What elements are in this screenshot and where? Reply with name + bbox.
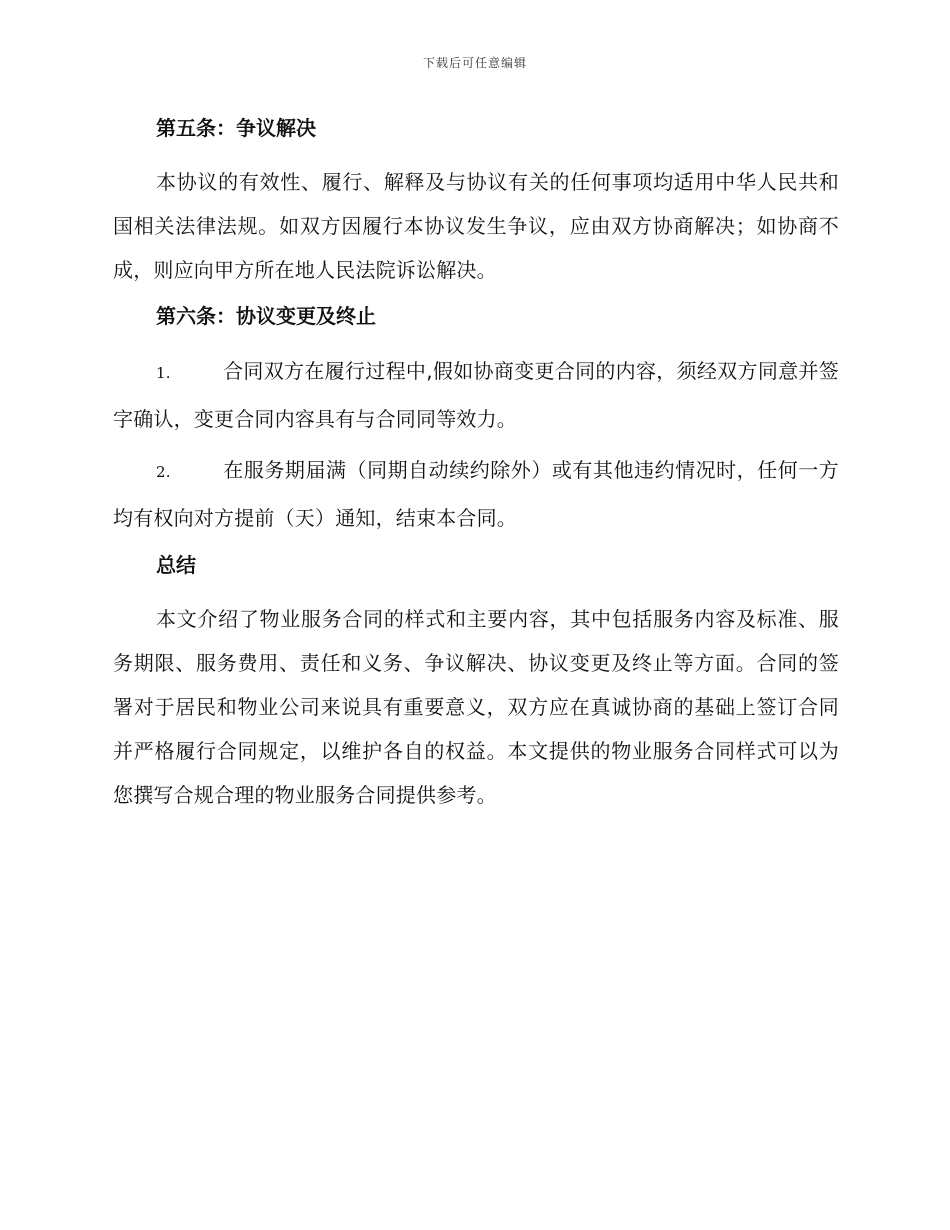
section-6-item-1-text: 合同双方在履行过程中,假如协商变更合同的内容，须经双方同意并签字确认，变更合同内容具有与合同同等效力。 <box>113 359 839 431</box>
page-header: 下载后可任意编辑 <box>422 56 527 70</box>
section-6-item-1-number: 1. <box>156 364 171 382</box>
section-6-item-2-number: 2. <box>156 463 171 481</box>
section-6-item-1 <box>113 348 839 442</box>
section-6-title: 第六条：协议变更及终止 <box>156 304 376 328</box>
document-content <box>113 113 839 822</box>
section-6-item-2-text: 在服务期届满（同期自动续约除外）或有其他违约情况时，任何一方均有权向对方提前（天）通知，结束本合同。 <box>113 458 839 530</box>
summary-title: 总结 <box>156 553 196 577</box>
section-6-item-2 <box>113 447 839 541</box>
section-5-body: 本协议的有效性、履行、解释及与协议有关的任何事项均适用中华人民共和国相关法律法规。如双方因履行本协议发生争议，应由双方协商解决；如协商不成，则应向甲方所在地人民法院诉讼解决。 <box>113 170 839 282</box>
section-5-title: 第五条：争议解决 <box>156 116 316 140</box>
summary-body: 本文介绍了物业服务合同的样式和主要内容，其中包括服务内容及标准、服务期限、服务费用、责任和义务、争议解决、协议变更及终止等方面。合同的签署对于居民和物业公司来说具有重要意义，双方应在真诚协商的基础上签订合同并严格履行合同规定，以维护各自的权益。本文提供的物业服务合同样式可以为您撰写合规合理的物业服务合同提供参考。 <box>113 607 839 807</box>
